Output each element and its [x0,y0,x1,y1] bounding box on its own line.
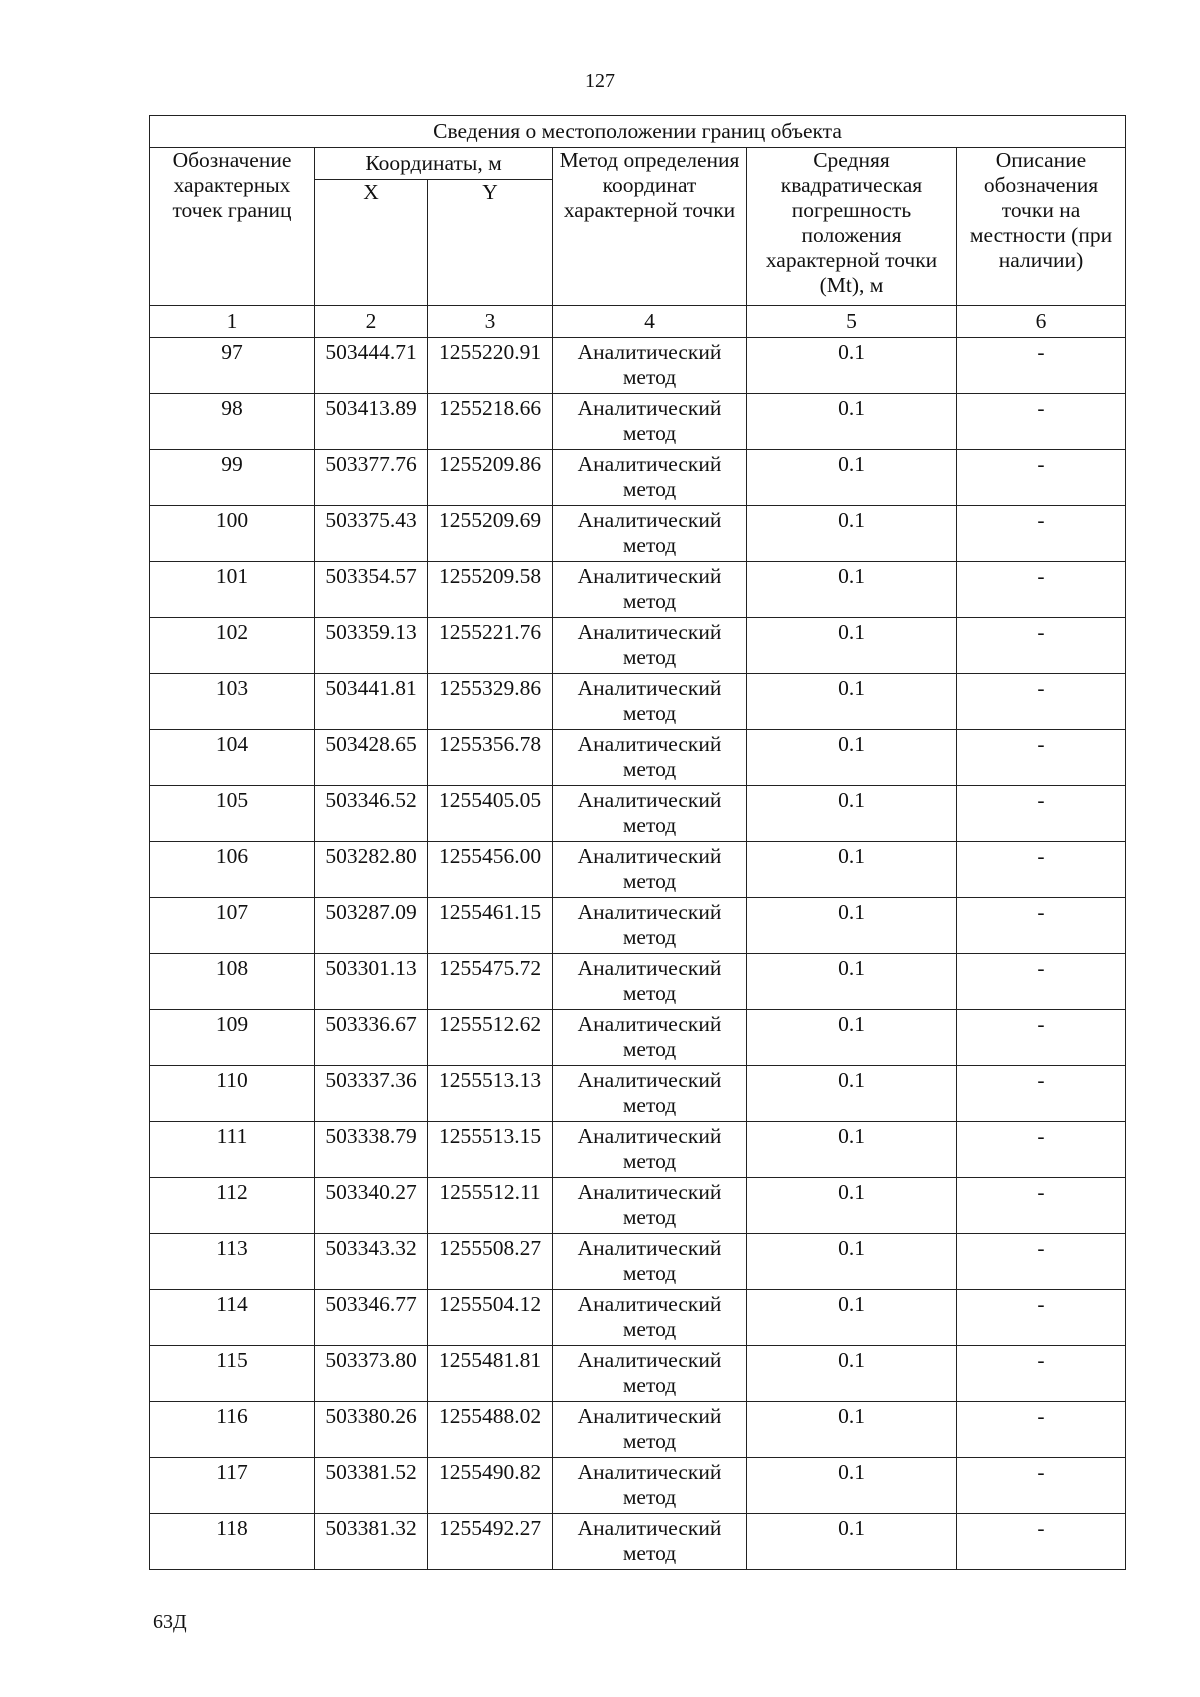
cell-description: - [957,394,1126,450]
cell-method [553,1178,747,1234]
cell-x: 503444.71 [315,338,428,394]
cell-y: 1255221.76 [428,618,553,674]
column-number: 5 [747,306,957,338]
cell-method [553,898,747,954]
cell-description: - [957,898,1126,954]
method-label-line1: Аналитический [577,1236,722,1260]
cell-error: 0.1 [747,1402,957,1458]
cell-error: 0.1 [747,1234,957,1290]
method-label-line1: Аналитический [577,676,722,700]
cell-y: 1255218.66 [428,394,553,450]
cell-y: 1255513.13 [428,1066,553,1122]
method-label-line2: метод [622,365,677,389]
cell-description: - [957,1122,1126,1178]
cell-description: - [957,674,1126,730]
cell-y: 1255492.27 [428,1514,553,1570]
cell-method [553,1514,747,1570]
table-row [150,1290,1126,1346]
method-label-line2: метод [622,813,677,837]
method-label-line2: метод [622,1485,677,1509]
cell-description: - [957,1290,1126,1346]
cell-description: - [957,730,1126,786]
method-label-line2: метод [622,421,677,445]
cell-point: 104 [150,730,315,786]
cell-point: 99 [150,450,315,506]
cell-method [553,674,747,730]
cell-x: 503381.52 [315,1458,428,1514]
method-label-line1: Аналитический [577,1068,722,1092]
cell-y: 1255356.78 [428,730,553,786]
method-label-line1: Аналитический [577,340,722,364]
method-label-line2: метод [622,757,677,781]
cell-description: - [957,786,1126,842]
cell-error: 0.1 [747,1066,957,1122]
cell-x: 503337.36 [315,1066,428,1122]
cell-point: 111 [150,1122,315,1178]
cell-x: 503413.89 [315,394,428,450]
cell-point: 115 [150,1346,315,1402]
cell-x: 503428.65 [315,730,428,786]
cell-error: 0.1 [747,842,957,898]
cell-point: 101 [150,562,315,618]
method-label-line1: Аналитический [577,732,722,756]
cell-description: - [957,1402,1126,1458]
cell-description: - [957,1458,1126,1514]
method-label-line1: Аналитический [577,1292,722,1316]
cell-method [553,1066,747,1122]
column-number: 2 [315,306,428,338]
cell-error: 0.1 [747,954,957,1010]
table-row [150,1178,1126,1234]
cell-method [553,954,747,1010]
table-row [150,674,1126,730]
cell-x: 503282.80 [315,842,428,898]
cell-x: 503377.76 [315,450,428,506]
method-label-line1: Аналитический [577,956,722,980]
method-label-line1: Аналитический [577,1012,722,1036]
cell-description: - [957,1514,1126,1570]
method-label-line2: метод [622,645,677,669]
cell-error: 0.1 [747,1178,957,1234]
cell-description: - [957,338,1126,394]
method-label-line2: метод [622,1037,677,1061]
cell-description: - [957,954,1126,1010]
cell-error: 0.1 [747,1122,957,1178]
cell-y: 1255488.02 [428,1402,553,1458]
cell-description: - [957,842,1126,898]
table-row [150,1066,1126,1122]
cell-y: 1255512.62 [428,1010,553,1066]
method-label-line2: метод [622,1093,677,1117]
cell-error: 0.1 [747,618,957,674]
cell-description: - [957,1010,1126,1066]
header-row [150,148,1126,180]
method-label-line2: метод [622,1541,677,1565]
cell-point: 105 [150,786,315,842]
method-label-line1: Аналитический [577,620,722,644]
method-label-line2: метод [622,925,677,949]
table-row [150,1234,1126,1290]
table-row [150,1402,1126,1458]
method-label-line2: метод [622,1317,677,1341]
table-title-row [150,116,1126,148]
cell-error: 0.1 [747,898,957,954]
cell-x: 503340.27 [315,1178,428,1234]
table-row [150,1458,1126,1514]
method-label-line1: Аналитический [577,788,722,812]
table-row [150,1122,1126,1178]
cell-error: 0.1 [747,1290,957,1346]
method-label-line1: Аналитический [577,1516,722,1540]
cell-y: 1255209.86 [428,450,553,506]
method-label-line2: метод [622,1205,677,1229]
cell-point: 112 [150,1178,315,1234]
cell-error: 0.1 [747,450,957,506]
page-number: 127 [585,70,615,92]
cell-y: 1255220.91 [428,338,553,394]
cell-point: 118 [150,1514,315,1570]
cell-x: 503441.81 [315,674,428,730]
cell-point: 98 [150,394,315,450]
cell-point: 110 [150,1066,315,1122]
table-row [150,618,1126,674]
cell-description: - [957,1234,1126,1290]
cell-error: 0.1 [747,786,957,842]
cell-point: 117 [150,1458,315,1514]
cell-description: - [957,618,1126,674]
cell-point: 103 [150,674,315,730]
table-row [150,1010,1126,1066]
cell-x: 503380.26 [315,1402,428,1458]
cell-method [553,618,747,674]
cell-point: 114 [150,1290,315,1346]
cell-error: 0.1 [747,674,957,730]
method-label-line2: метод [622,1149,677,1173]
table-row [150,506,1126,562]
cell-y: 1255475.72 [428,954,553,1010]
column-number: 6 [957,306,1126,338]
table-row [150,898,1126,954]
method-label-line1: Аналитический [577,844,722,868]
method-label-line1: Аналитический [577,396,722,420]
table-title: Сведения о местоположении границ объекта [150,116,1126,148]
cell-error: 0.1 [747,1458,957,1514]
footer-code: 63Д [153,1611,187,1633]
cell-description: - [957,1178,1126,1234]
method-label-line1: Аналитический [577,452,722,476]
column-number-row [150,306,1126,338]
table-row [150,338,1126,394]
cell-x: 503373.80 [315,1346,428,1402]
cell-error: 0.1 [747,394,957,450]
cell-y: 1255209.69 [428,506,553,562]
cell-method [553,1402,747,1458]
table-row [150,1346,1126,1402]
cell-method [553,338,747,394]
cell-x: 503359.13 [315,618,428,674]
header-point: Обозначение характерных точек границ [150,148,315,306]
cell-x: 503343.32 [315,1234,428,1290]
table-row [150,730,1126,786]
cell-method [553,506,747,562]
cell-description: - [957,1066,1126,1122]
method-label-line2: метод [622,981,677,1005]
cell-y: 1255512.11 [428,1178,553,1234]
method-label-line2: метод [622,1373,677,1397]
header-coordinates: Координаты, м [315,148,553,180]
header-method: Метод определения координат характерной точки [553,148,747,306]
header-description: Описание обозначения точки на местности (при наличии) [957,148,1126,306]
cell-y: 1255209.58 [428,562,553,618]
method-label-line1: Аналитический [577,1404,722,1428]
cell-error: 0.1 [747,730,957,786]
cell-y: 1255504.12 [428,1290,553,1346]
cell-point: 100 [150,506,315,562]
cell-point: 109 [150,1010,315,1066]
cell-description: - [957,562,1126,618]
cell-point: 108 [150,954,315,1010]
cell-description: - [957,1346,1126,1402]
method-label-line2: метод [622,1261,677,1285]
method-label-line1: Аналитический [577,1460,722,1484]
method-label-line2: метод [622,589,677,613]
method-label-line2: метод [622,701,677,725]
table-row [150,562,1126,618]
cell-error: 0.1 [747,562,957,618]
method-label-line1: Аналитический [577,1348,722,1372]
cell-y: 1255405.05 [428,786,553,842]
cell-y: 1255508.27 [428,1234,553,1290]
table-row [150,842,1126,898]
cell-method [553,786,747,842]
method-label-line2: метод [622,477,677,501]
cell-y: 1255461.15 [428,898,553,954]
table-row [150,1514,1126,1570]
cell-error: 0.1 [747,1514,957,1570]
cell-error: 0.1 [747,506,957,562]
cell-method [553,394,747,450]
cell-description: - [957,506,1126,562]
method-label-line1: Аналитический [577,1124,722,1148]
header-error: Средняя квадратическая погрешность положения характерной точки (Mt), м [747,148,957,306]
cell-y: 1255481.81 [428,1346,553,1402]
cell-point: 106 [150,842,315,898]
cell-x: 503354.57 [315,562,428,618]
column-number: 1 [150,306,315,338]
cell-x: 503346.52 [315,786,428,842]
column-number: 4 [553,306,747,338]
cell-method [553,730,747,786]
cell-point: 116 [150,1402,315,1458]
cell-description: - [957,450,1126,506]
header-y: Y [428,180,553,306]
cell-point: 102 [150,618,315,674]
method-label-line2: метод [622,1429,677,1453]
cell-y: 1255490.82 [428,1458,553,1514]
table-row [150,786,1126,842]
cell-x: 503301.13 [315,954,428,1010]
cell-method [553,1122,747,1178]
cell-y: 1255456.00 [428,842,553,898]
method-label-line1: Аналитический [577,900,722,924]
cell-x: 503338.79 [315,1122,428,1178]
table-row [150,450,1126,506]
cell-method [553,1346,747,1402]
cell-x: 503346.77 [315,1290,428,1346]
table-row [150,954,1126,1010]
header-x: X [315,180,428,306]
method-label-line2: метод [622,869,677,893]
cell-method [553,562,747,618]
cell-method [553,1458,747,1514]
cell-point: 113 [150,1234,315,1290]
cell-error: 0.1 [747,1010,957,1066]
cell-point: 97 [150,338,315,394]
cell-x: 503375.43 [315,506,428,562]
method-label-line1: Аналитический [577,508,722,532]
cell-error: 0.1 [747,338,957,394]
cell-method [553,1234,747,1290]
method-label-line1: Аналитический [577,1180,722,1204]
cell-method [553,450,747,506]
cell-error: 0.1 [747,1346,957,1402]
cell-x: 503287.09 [315,898,428,954]
column-number: 3 [428,306,553,338]
cell-x: 503381.32 [315,1514,428,1570]
cell-method [553,842,747,898]
cell-y: 1255329.86 [428,674,553,730]
cell-method [553,1290,747,1346]
boundary-points-table [149,115,1126,1570]
method-label-line2: метод [622,533,677,557]
cell-x: 503336.67 [315,1010,428,1066]
table-row [150,394,1126,450]
cell-method [553,1010,747,1066]
cell-point: 107 [150,898,315,954]
cell-y: 1255513.15 [428,1122,553,1178]
method-label-line1: Аналитический [577,564,722,588]
